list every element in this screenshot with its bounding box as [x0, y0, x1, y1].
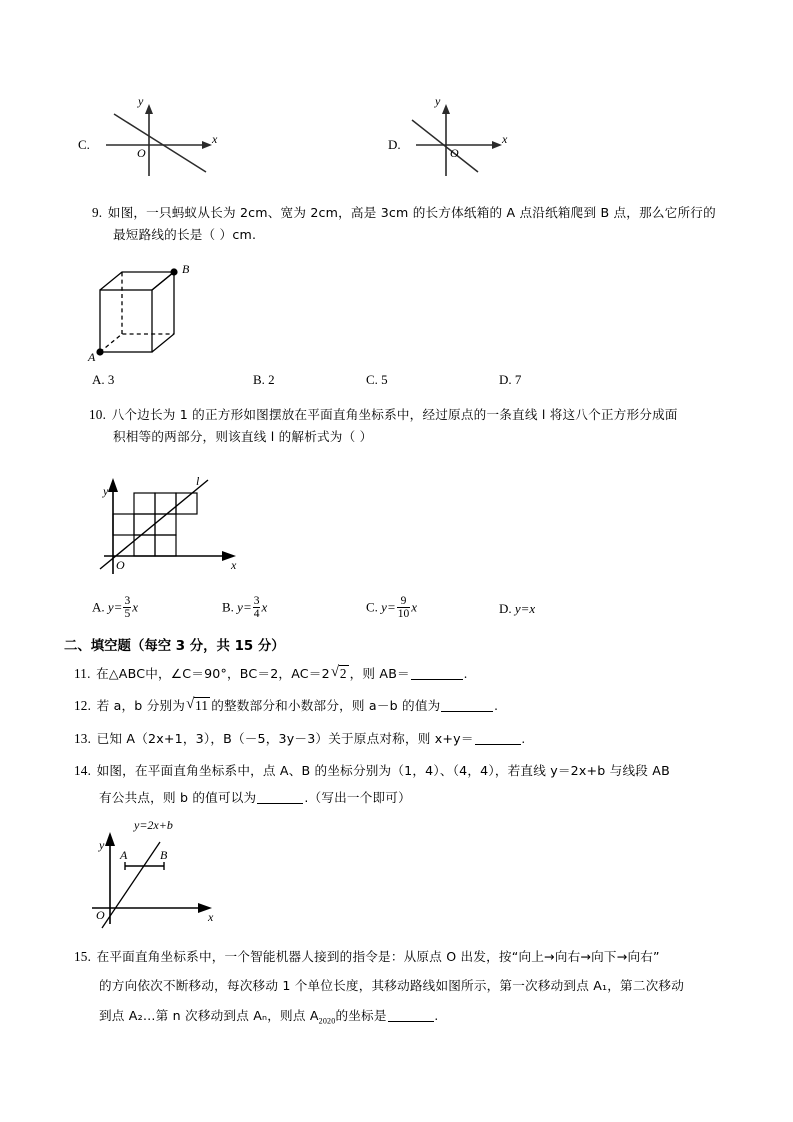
question-9-option-a-key: A. — [92, 372, 105, 387]
question-14-graph-figure — [78, 818, 248, 930]
fraction-denominator: 10 — [397, 608, 410, 621]
question-11-answer-blank[interactable] — [411, 667, 463, 680]
question-12-period: . — [494, 698, 498, 713]
question-9-option-c[interactable] — [366, 372, 388, 388]
question-15-text-3b: 的坐标是 — [335, 1008, 387, 1023]
question-14-y-label: y — [99, 838, 105, 852]
question-14-equation-label: y=2x+b — [134, 818, 173, 832]
question-9-number: 9. — [92, 205, 103, 220]
question-13 — [74, 729, 525, 748]
question-10-number: 10. — [89, 407, 107, 422]
question-12-number: 12. — [74, 698, 92, 713]
question-15-text-3a: 到点 A₂…第 n 次移动到点 Aₙ，则点 A — [99, 1008, 319, 1023]
question-10-option-d-lhs: y=x — [514, 601, 536, 616]
question-11 — [74, 664, 467, 683]
question-15-line-2 — [99, 976, 684, 995]
question-15-text-1: 在平面直角坐标系中，一个智能机器人接到的指令是：从原点 O 出发，按“向上→向右→向下→向右” — [96, 949, 660, 964]
question-9-option-a-value: 3 — [107, 372, 115, 387]
question-9-option-d-key: D. — [499, 372, 512, 387]
question-9-option-d-value: 7 — [514, 372, 522, 387]
question-10-line-2 — [113, 427, 372, 446]
question-14-text-1: 如图，在平面直角坐标系中，点 A、B 的坐标分别为（1，4）、（4，4），若直线 y＝2x+b 与线段 AB — [96, 763, 670, 778]
question-10-option-a-lhs: y= — [107, 599, 123, 615]
question-13-period: . — [521, 731, 526, 746]
section-2-heading: 二、填空题（每空 3 分，共 15 分） — [64, 639, 285, 654]
question-14-text-2a: 有公共点，则 b 的值可以为 — [99, 790, 257, 805]
question-15-line-3 — [99, 1006, 438, 1031]
question-14-x-label: x — [208, 910, 214, 924]
question-15-text-2: 的方向依次不断移动，每次移动 1 个单位长度，其移动路线如图所示，第一次移动到点 A₁，第二次移动 — [99, 978, 685, 993]
question-10-text-2: 积相等的两部分，则该直线 l 的解析式为（ ） — [113, 429, 373, 444]
option-d-origin-label: O — [450, 146, 459, 160]
sqrt-radicand: 2 — [339, 666, 347, 681]
question-9-option-d[interactable] — [499, 372, 521, 388]
question-11-text-b: ，则 AB＝ — [349, 666, 410, 681]
question-10-text-1: 八个边长为 1 的正方形如图摆放在平面直角坐标系中，经过原点的一条直线 l 将这八个正方形分成面 — [111, 407, 678, 422]
question-10-option-c-tail: x — [411, 599, 417, 615]
question-15-line-1 — [74, 947, 660, 966]
sqrt-radicand: 11 — [195, 698, 209, 713]
question-12 — [74, 696, 498, 715]
option-c-graph — [78, 88, 228, 180]
question-13-text-a: 已知 A（2x+1，3），B（－5，3y－3）关于原点对称，则 x+y＝ — [96, 731, 474, 746]
question-14-point-b-label: B — [160, 848, 168, 862]
question-14-line-1 — [74, 761, 670, 780]
question-15-period: . — [434, 1008, 439, 1023]
question-10-y-label: y — [103, 484, 109, 498]
question-9-point-a-label: A — [88, 350, 96, 364]
question-14-origin-label: O — [96, 908, 105, 922]
question-15-number: 15. — [74, 949, 92, 964]
question-11-number: 11. — [74, 666, 91, 681]
option-c-y-label: y — [138, 94, 144, 108]
question-11-period: . — [463, 666, 468, 681]
question-10-origin-label: O — [116, 558, 125, 572]
question-9-line-1 — [92, 203, 716, 222]
question-14-point-a-label: A — [120, 848, 128, 862]
option-d-label: D. — [388, 137, 401, 152]
question-10-option-b-tail: x — [261, 599, 268, 615]
fraction-denominator: 5 — [124, 608, 131, 621]
option-c-origin-label: O — [137, 146, 146, 160]
fraction-numerator: 3 — [253, 595, 260, 607]
option-c-x-label: x — [212, 132, 218, 146]
question-10-line-1 — [89, 405, 678, 424]
question-14-line-2 — [99, 788, 411, 807]
question-9-option-b-key: B. — [253, 372, 265, 387]
question-13-answer-blank[interactable] — [475, 732, 521, 745]
question-12-text-b: 的整数部分和小数部分，则 a－b 的值为 — [211, 698, 441, 713]
question-9-option-c-value: 5 — [381, 372, 388, 387]
question-9-line-2 — [113, 225, 256, 244]
question-10-option-c[interactable] — [366, 596, 417, 621]
question-10-option-c-lhs: y= — [381, 599, 396, 615]
question-10-option-b-key: B. — [222, 599, 234, 615]
question-9-cuboid-figure — [78, 262, 203, 367]
question-10-squares-figure — [84, 470, 254, 580]
fraction-denominator: 4 — [253, 608, 260, 621]
question-9-text-1: 如图，一只蚂蚁从长为 2cm、宽为 2cm，高是 3cm 的长方体纸箱的 A 点沿纸箱爬到 B 点，那么它所行的 — [107, 205, 716, 220]
question-15-subscript: 2020 — [318, 1016, 336, 1026]
question-13-number: 13. — [74, 731, 92, 746]
question-10-option-b[interactable] — [222, 596, 267, 621]
question-12-answer-blank[interactable] — [441, 699, 493, 712]
option-d-x-label: x — [502, 132, 508, 146]
question-11-sqrt: √ 2 — [330, 664, 347, 681]
question-10-option-a[interactable] — [92, 596, 138, 621]
question-9-option-a[interactable] — [92, 372, 114, 388]
question-15-answer-blank[interactable] — [388, 1009, 434, 1022]
question-10-option-c-fraction — [397, 595, 411, 620]
question-12-text-a: 若 a，b 分别为 — [96, 698, 186, 713]
question-11-text-a: 在△ABC中，∠C＝90°，BC＝2，AC＝2 — [96, 666, 330, 681]
question-10-option-d-key: D. — [499, 601, 512, 616]
option-d-y-label: y — [435, 94, 441, 108]
question-10-option-a-tail: x — [132, 599, 138, 615]
question-10-x-label: x — [231, 558, 237, 572]
question-9-text-2: 最短路线的长是（ ）cm. — [113, 227, 257, 242]
question-14-text-2b: .（写出一个即可） — [304, 790, 411, 805]
question-10-option-c-key: C. — [366, 599, 378, 615]
question-10-option-b-fraction — [253, 595, 261, 620]
fraction-numerator: 3 — [124, 595, 131, 607]
question-10-option-a-fraction — [123, 595, 131, 620]
question-12-sqrt: √ 11 — [186, 696, 209, 713]
fraction-numerator: 9 — [400, 595, 407, 607]
question-14-answer-blank[interactable] — [257, 791, 303, 804]
question-10-line-label: l — [196, 474, 200, 488]
option-d-graph — [388, 88, 538, 180]
question-9-point-b-label: B — [182, 262, 190, 276]
question-9-option-c-key: C. — [366, 372, 378, 387]
question-10-option-b-lhs: y= — [237, 599, 252, 615]
question-10-option-a-key: A. — [92, 599, 105, 615]
option-c-label: C. — [78, 137, 90, 152]
question-10-option-d[interactable] — [499, 601, 535, 617]
question-9-option-b[interactable] — [253, 372, 275, 388]
question-9-option-b-value: 2 — [268, 372, 275, 387]
question-14-number: 14. — [74, 763, 92, 778]
